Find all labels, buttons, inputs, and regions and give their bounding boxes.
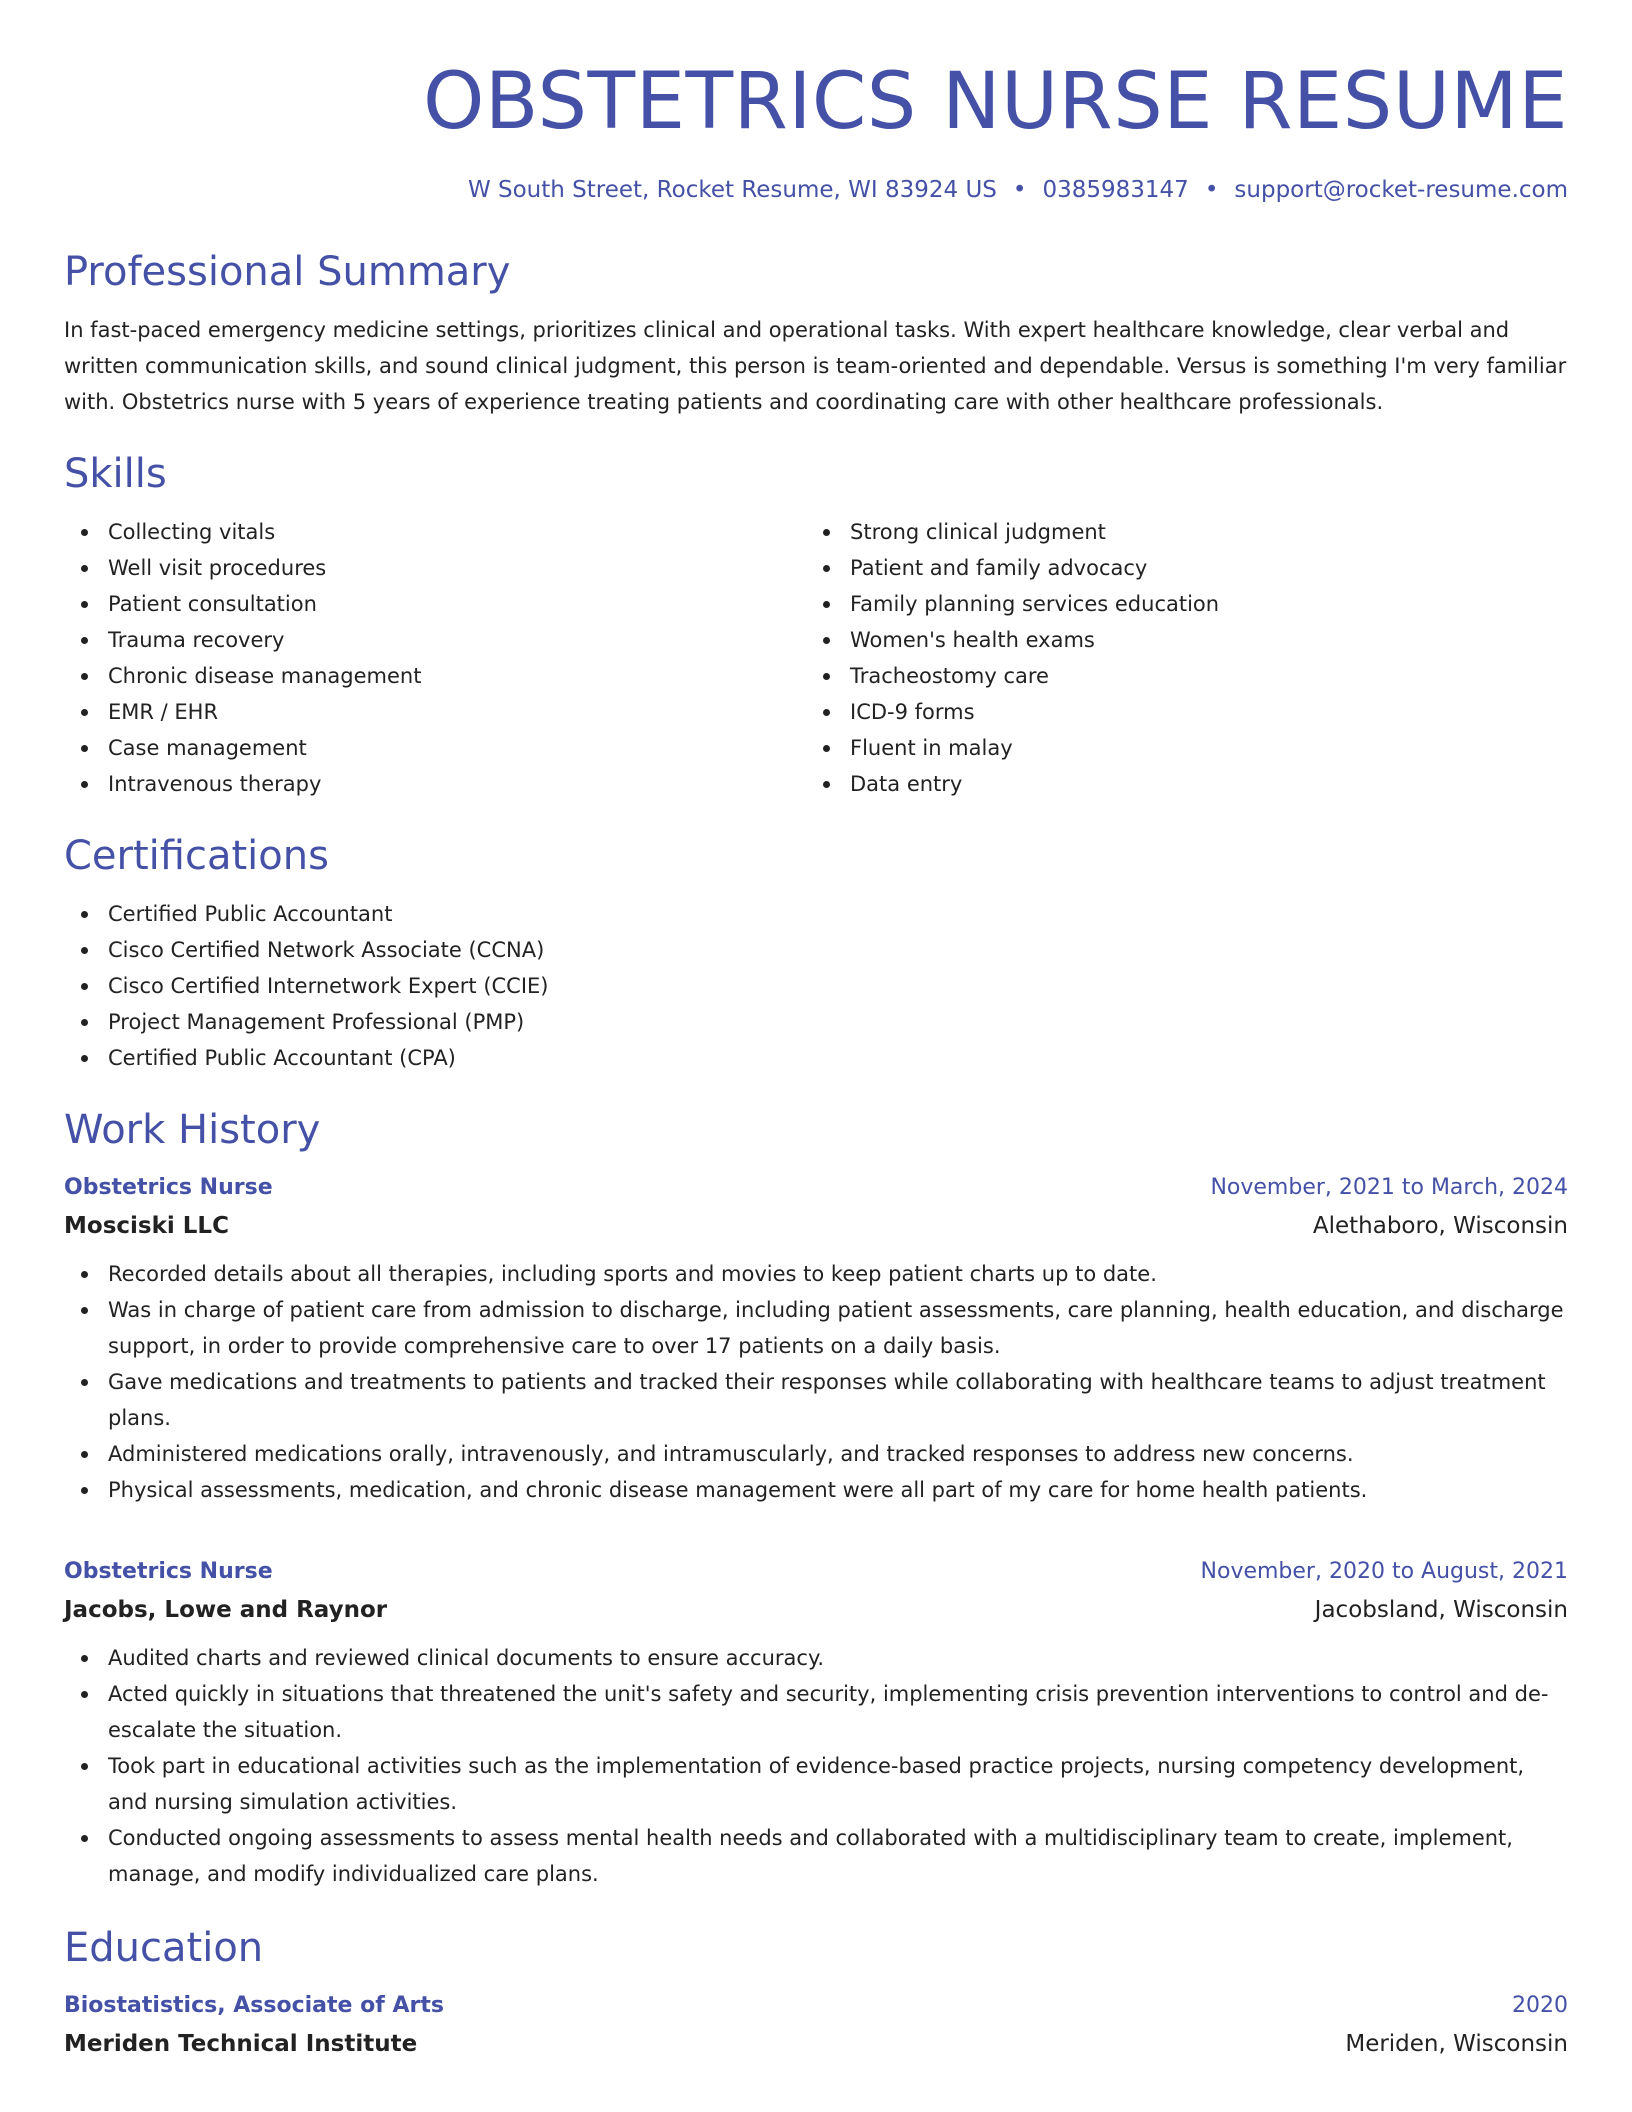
certification-item: Cisco Certified Internetwork Expert (CCIE) — [64, 968, 1568, 1004]
certification-item: Project Management Professional (PMP) — [64, 1004, 1568, 1040]
job-title-row — [64, 1170, 1568, 1206]
job-dates: November, 2020 to August, 2021 — [1200, 1559, 1568, 1584]
skill-item: Patient and family advocacy — [806, 550, 1548, 586]
job-dates: November, 2021 to March, 2024 — [1210, 1175, 1568, 1200]
job-title: Obstetrics Nurse — [64, 1175, 273, 1200]
education-heading: Education — [64, 1925, 264, 1971]
job-bullet: Conducted ongoing assessments to assess mental health needs and collaborated with a multidisciplinary team to create, implement, manage, and modify individualized care plans. — [64, 1820, 1568, 1892]
skill-item: Women's health exams — [806, 622, 1548, 658]
job-entry — [64, 1554, 1568, 1892]
education-location: Meriden, Wisconsin — [1345, 2031, 1568, 2057]
job-bullet: Took part in educational activities such as the implementation of evidence-based practice projects, nursing competency development, and nursing simulation activities. — [64, 1748, 1568, 1820]
certifications-section — [64, 830, 1568, 1076]
job-title-row — [64, 1554, 1568, 1590]
job-title: Obstetrics Nurse — [64, 1559, 273, 1584]
education-degree: Biostatistics, Associate of Arts — [64, 1993, 444, 2018]
skill-item: Strong clinical judgment — [806, 514, 1548, 550]
skills-list-left — [64, 514, 806, 802]
job-bullet: Administered medications orally, intravenously, and intramuscularly, and tracked responses to address new concerns. — [64, 1436, 1568, 1472]
skill-item: Patient consultation — [64, 586, 806, 622]
contact-address: W South Street, Rocket Resume, WI 83924 US — [467, 177, 997, 203]
summary-text: In fast-paced emergency medicine settings, prioritizes clinical and operational tasks. With expert healthcare knowledge, clear verbal and written communication skills, and sound clinical judgment, this person is team-oriented and dependable. Versus is something I'm very familiar with. Obstetrics nurse with 5 years of experience treating patients and coordinating care with other healthcare professionals. — [64, 318, 1567, 414]
job-bullet: Physical assessments, medication, and chronic disease management were all part of my care for home health patients. — [64, 1472, 1568, 1508]
resume-title: OBSTETRICS NURSE RESUME — [423, 57, 1568, 147]
skill-item: Well visit procedures — [64, 550, 806, 586]
skills-columns — [64, 514, 1568, 802]
skill-item: EMR / EHR — [64, 694, 806, 730]
education-section — [64, 1922, 1568, 2064]
skill-item: ICD-9 forms — [806, 694, 1548, 730]
education-year: 2020 — [1512, 1993, 1568, 2018]
summary-heading: Professional Summary — [64, 249, 511, 295]
certification-item: Certified Public Accountant — [64, 896, 1568, 932]
skill-item: Collecting vitals — [64, 514, 806, 550]
job-bullet: Gave medications and treatments to patients and tracked their responses while collaborating with healthcare teams to adjust treatment plans. — [64, 1364, 1568, 1436]
job-bullets — [64, 1640, 1568, 1892]
job-company: Mosciski LLC — [64, 1213, 229, 1239]
skill-item: Data entry — [806, 766, 1548, 802]
education-school: Meriden Technical Institute — [64, 2031, 418, 2057]
skills-list-right — [806, 514, 1548, 802]
job-company-row — [64, 1206, 1568, 1246]
job-bullets — [64, 1256, 1568, 1508]
skill-item: Fluent in malay — [806, 730, 1548, 766]
summary-section — [64, 246, 1568, 420]
education-school-row — [64, 2024, 1568, 2064]
job-bullet: Audited charts and reviewed clinical documents to ensure accuracy. — [64, 1640, 1568, 1676]
resume-header — [64, 0, 1568, 206]
job-location: Alethaboro, Wisconsin — [1312, 1213, 1568, 1239]
contact-line — [64, 174, 1568, 206]
job-company-row — [64, 1590, 1568, 1630]
job-bullet: Was in charge of patient care from admission to discharge, including patient assessments, care planning, health education, and discharge support, in order to provide comprehensive care to over 17 patients on a daily basis. — [64, 1292, 1568, 1364]
job-company: Jacobs, Lowe and Raynor — [64, 1597, 388, 1623]
contact-email: support@rocket-resume.com — [1234, 177, 1568, 203]
skills-heading: Skills — [64, 451, 167, 497]
job-bullet: Acted quickly in situations that threatened the unit's safety and security, implementing crisis prevention interventions to control and de-escalate the situation. — [64, 1676, 1568, 1748]
contact-phone: 0385983147 — [1042, 177, 1189, 203]
contact-separator: • — [1204, 177, 1219, 203]
job-entry — [64, 1170, 1568, 1508]
job-location: Jacobsland, Wisconsin — [1314, 1597, 1568, 1623]
skill-item: Trauma recovery — [64, 622, 806, 658]
certifications-list — [64, 896, 1568, 1076]
certifications-heading: Certifications — [64, 833, 329, 879]
skill-item: Intravenous therapy — [64, 766, 806, 802]
work-history-heading: Work History — [64, 1107, 321, 1153]
skills-section — [64, 448, 1568, 802]
education-entry — [64, 1988, 1568, 2064]
skill-item: Tracheostomy care — [806, 658, 1548, 694]
skill-item: Family planning services education — [806, 586, 1548, 622]
education-degree-row — [64, 1988, 1568, 2024]
work-history-section — [64, 1104, 1568, 1892]
certification-item: Certified Public Accountant (CPA) — [64, 1040, 1568, 1076]
job-bullet: Recorded details about all therapies, including sports and movies to keep patient charts up to date. — [64, 1256, 1568, 1292]
certification-item: Cisco Certified Network Associate (CCNA) — [64, 932, 1568, 968]
skill-item: Case management — [64, 730, 806, 766]
skill-item: Chronic disease management — [64, 658, 806, 694]
contact-separator: • — [1012, 177, 1027, 203]
